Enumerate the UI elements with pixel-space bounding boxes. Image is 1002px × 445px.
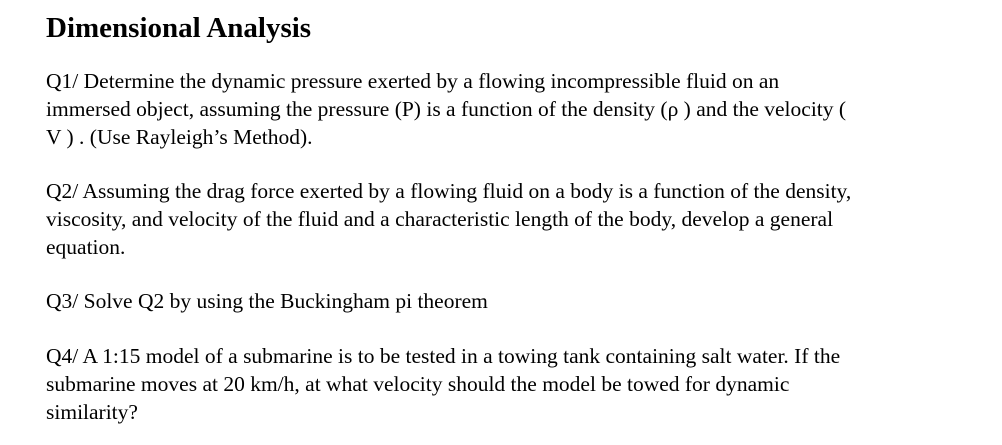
question-2-line-3: equation. [46,235,126,259]
question-2-line-1: Q2/ Assuming the drag force exerted by a flowing fluid on a body is a function of the density, [46,179,852,203]
question-3-line-1: Q3/ Solve Q2 by using the Buckingham pi theorem [46,289,488,313]
question-4-line-3: similarity? [46,400,138,424]
question-4-line-2: submarine moves at 20 km/h, at what velocity should the model be towed for dynamic [46,372,790,396]
question-1-line-3: V ) . (Use Rayleigh’s Method). [46,125,313,149]
question-1-line-1: Q1/ Determine the dynamic pressure exerted by a flowing incompressible fluid on an [46,69,780,93]
question-1-line-2: immersed object, assuming the pressure (P) is a function of the density (ρ ) and the velocity ( [46,97,847,121]
question-4-line-1: Q4/ A 1:15 model of a submarine is to be tested in a towing tank containing salt water. If the [46,344,841,368]
document-title: Dimensional Analysis [46,12,312,44]
question-2-line-2: viscosity, and velocity of the fluid and a characteristic length of the body, develop a general [46,207,834,231]
